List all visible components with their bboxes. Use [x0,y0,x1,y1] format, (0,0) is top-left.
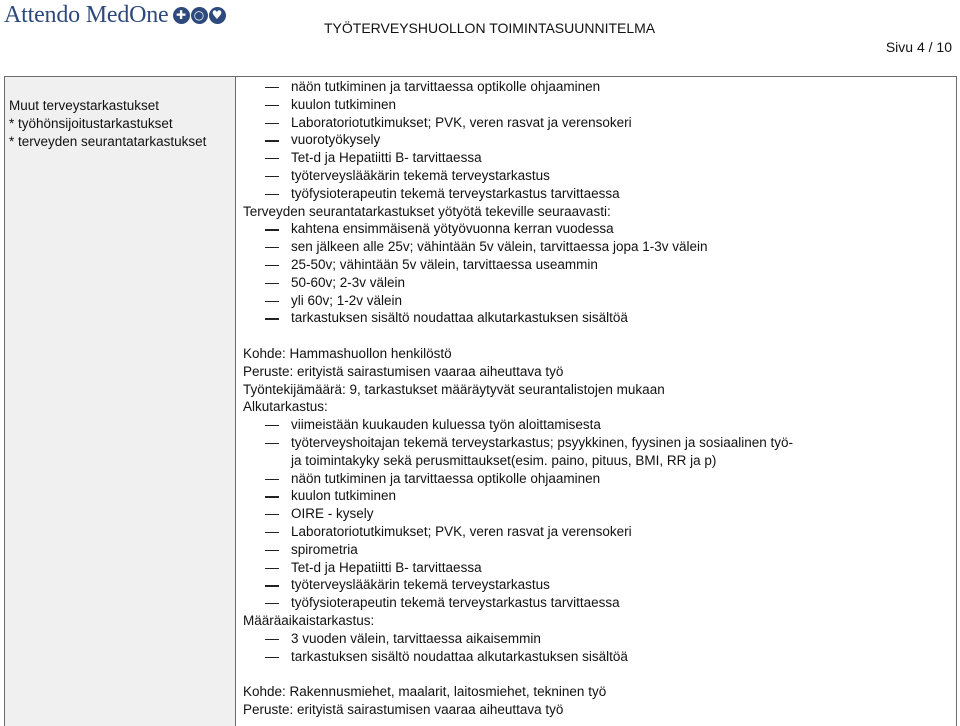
left-line: * terveyden seurantatarkastukset [9,133,207,149]
bullet-item: työfysioterapeutin tekemä terveystarkastus tarvittaessa [243,185,953,203]
text-line: Terveyden seurantatarkastukset yötyötä tekeville seuraavasti: [243,203,611,219]
bullet-item: Tet-d ja Hepatiitti B- tarvittaessa [243,149,953,167]
plus-icon: ✚ [173,7,190,24]
bullet-item: Laboratoriotutkimukset; PVK, veren rasvat ja verensokeri [243,114,953,132]
bullet-item: näön tutkiminen ja tarvittaessa optikolle ohjaaminen [243,470,953,488]
left-line: Muut terveystarkastukset [9,98,160,113]
text-line: Alkutarkastus: [243,399,328,415]
bullet-item: OIRE - kysely [243,505,953,523]
text-line: ja toimintakyky sekä perusmittaukset(esim. paino, pituus, BMI, RR ja p) [291,452,717,468]
text-line: Kohde: Hammashuollon henkilöstö [243,345,452,361]
table-left-column [4,77,236,726]
heart-icon: ♥ [209,7,226,24]
table-right-border [956,77,957,726]
bullet-item: kahtena ensimmäisenä yötyövuonna kerran vuodessa [243,220,953,238]
bullet-item: sen jälkeen alle 25v; vähintään 5v välein, tarvittaessa jopa 1-3v välein [243,238,953,256]
brand-logo [4,2,226,28]
bullet-item: työterveyslääkärin tekemä terveystarkastus [243,167,953,185]
page-number: Sivu 4 / 10 [885,39,952,55]
bullet-item: tarkastuksen sisältö noudattaa alkutarkastuksen sisältöä [243,309,953,327]
bullet-item: työterveyshoitajan tekemä terveystarkastus; psyykkinen, fyysinen ja sosiaalinen työ- [243,434,953,452]
left-column-text [9,97,206,150]
bullet-item: spirometria [243,541,953,559]
bullet-item: 50-60v; 2-3v välein [243,274,953,292]
bullet-item: tarkastuksen sisältö noudattaa alkutarkastuksen sisältöä [243,648,953,666]
bullet-item: kuulon tutkiminen [243,96,953,114]
bullet-item: näön tutkiminen ja tarvittaessa optikolle ohjaaminen [243,78,953,96]
brand-name: Attendo MedOne [4,1,169,28]
text-line: Työntekijämäärä: 9, tarkastukset määräytyvät seurantalistojen mukaan [243,381,665,397]
blank-line [243,327,953,345]
bullet-item: kuulon tutkiminen [243,487,953,505]
bullet-item: työterveyslääkärin tekemä terveystarkastus [243,576,953,594]
text-line: Määräaikaistarkastus: [243,612,375,628]
bullet-item: yli 60v; 1-2v välein [243,292,953,310]
blank-line [243,665,953,683]
bullet-item: vuorotyökysely [243,131,953,149]
bullet-item: 25-50v; vähintään 5v välein, tarvittaessa useammin [243,256,953,274]
bullet-item: Tet-d ja Hepatiitti B- tarvittaessa [243,559,953,577]
text-line: Peruste: erityistä sairastumisen vaaraa aiheuttava työ [243,363,564,379]
bullet-item: työfysioterapeutin tekemä terveystarkastus tarvittaessa [243,594,953,612]
bullet-item: 3 vuoden välein, tarvittaessa aikaisemmin [243,630,953,648]
bullet-item: viimeistään kuukauden kuluessa työn aloittamisesta [243,416,953,434]
document-title: TYÖTERVEYSHUOLLON TOIMINTASUUNNITELMA [324,20,656,36]
bullet-item: Laboratoriotutkimukset; PVK, veren rasvat ja verensokeri [243,523,953,541]
brand-symbols [173,7,226,24]
left-line: * työhönsijoitustarkastukset [9,115,173,131]
text-line: Peruste: erityistä sairastumisen vaaraa aiheuttava työ [243,701,564,717]
text-line: Kohde: Rakennusmiehet, maalarit, laitosmiehet, tekninen työ [243,684,607,700]
circle-icon: ○ [191,7,208,24]
table-content-column [243,78,953,719]
